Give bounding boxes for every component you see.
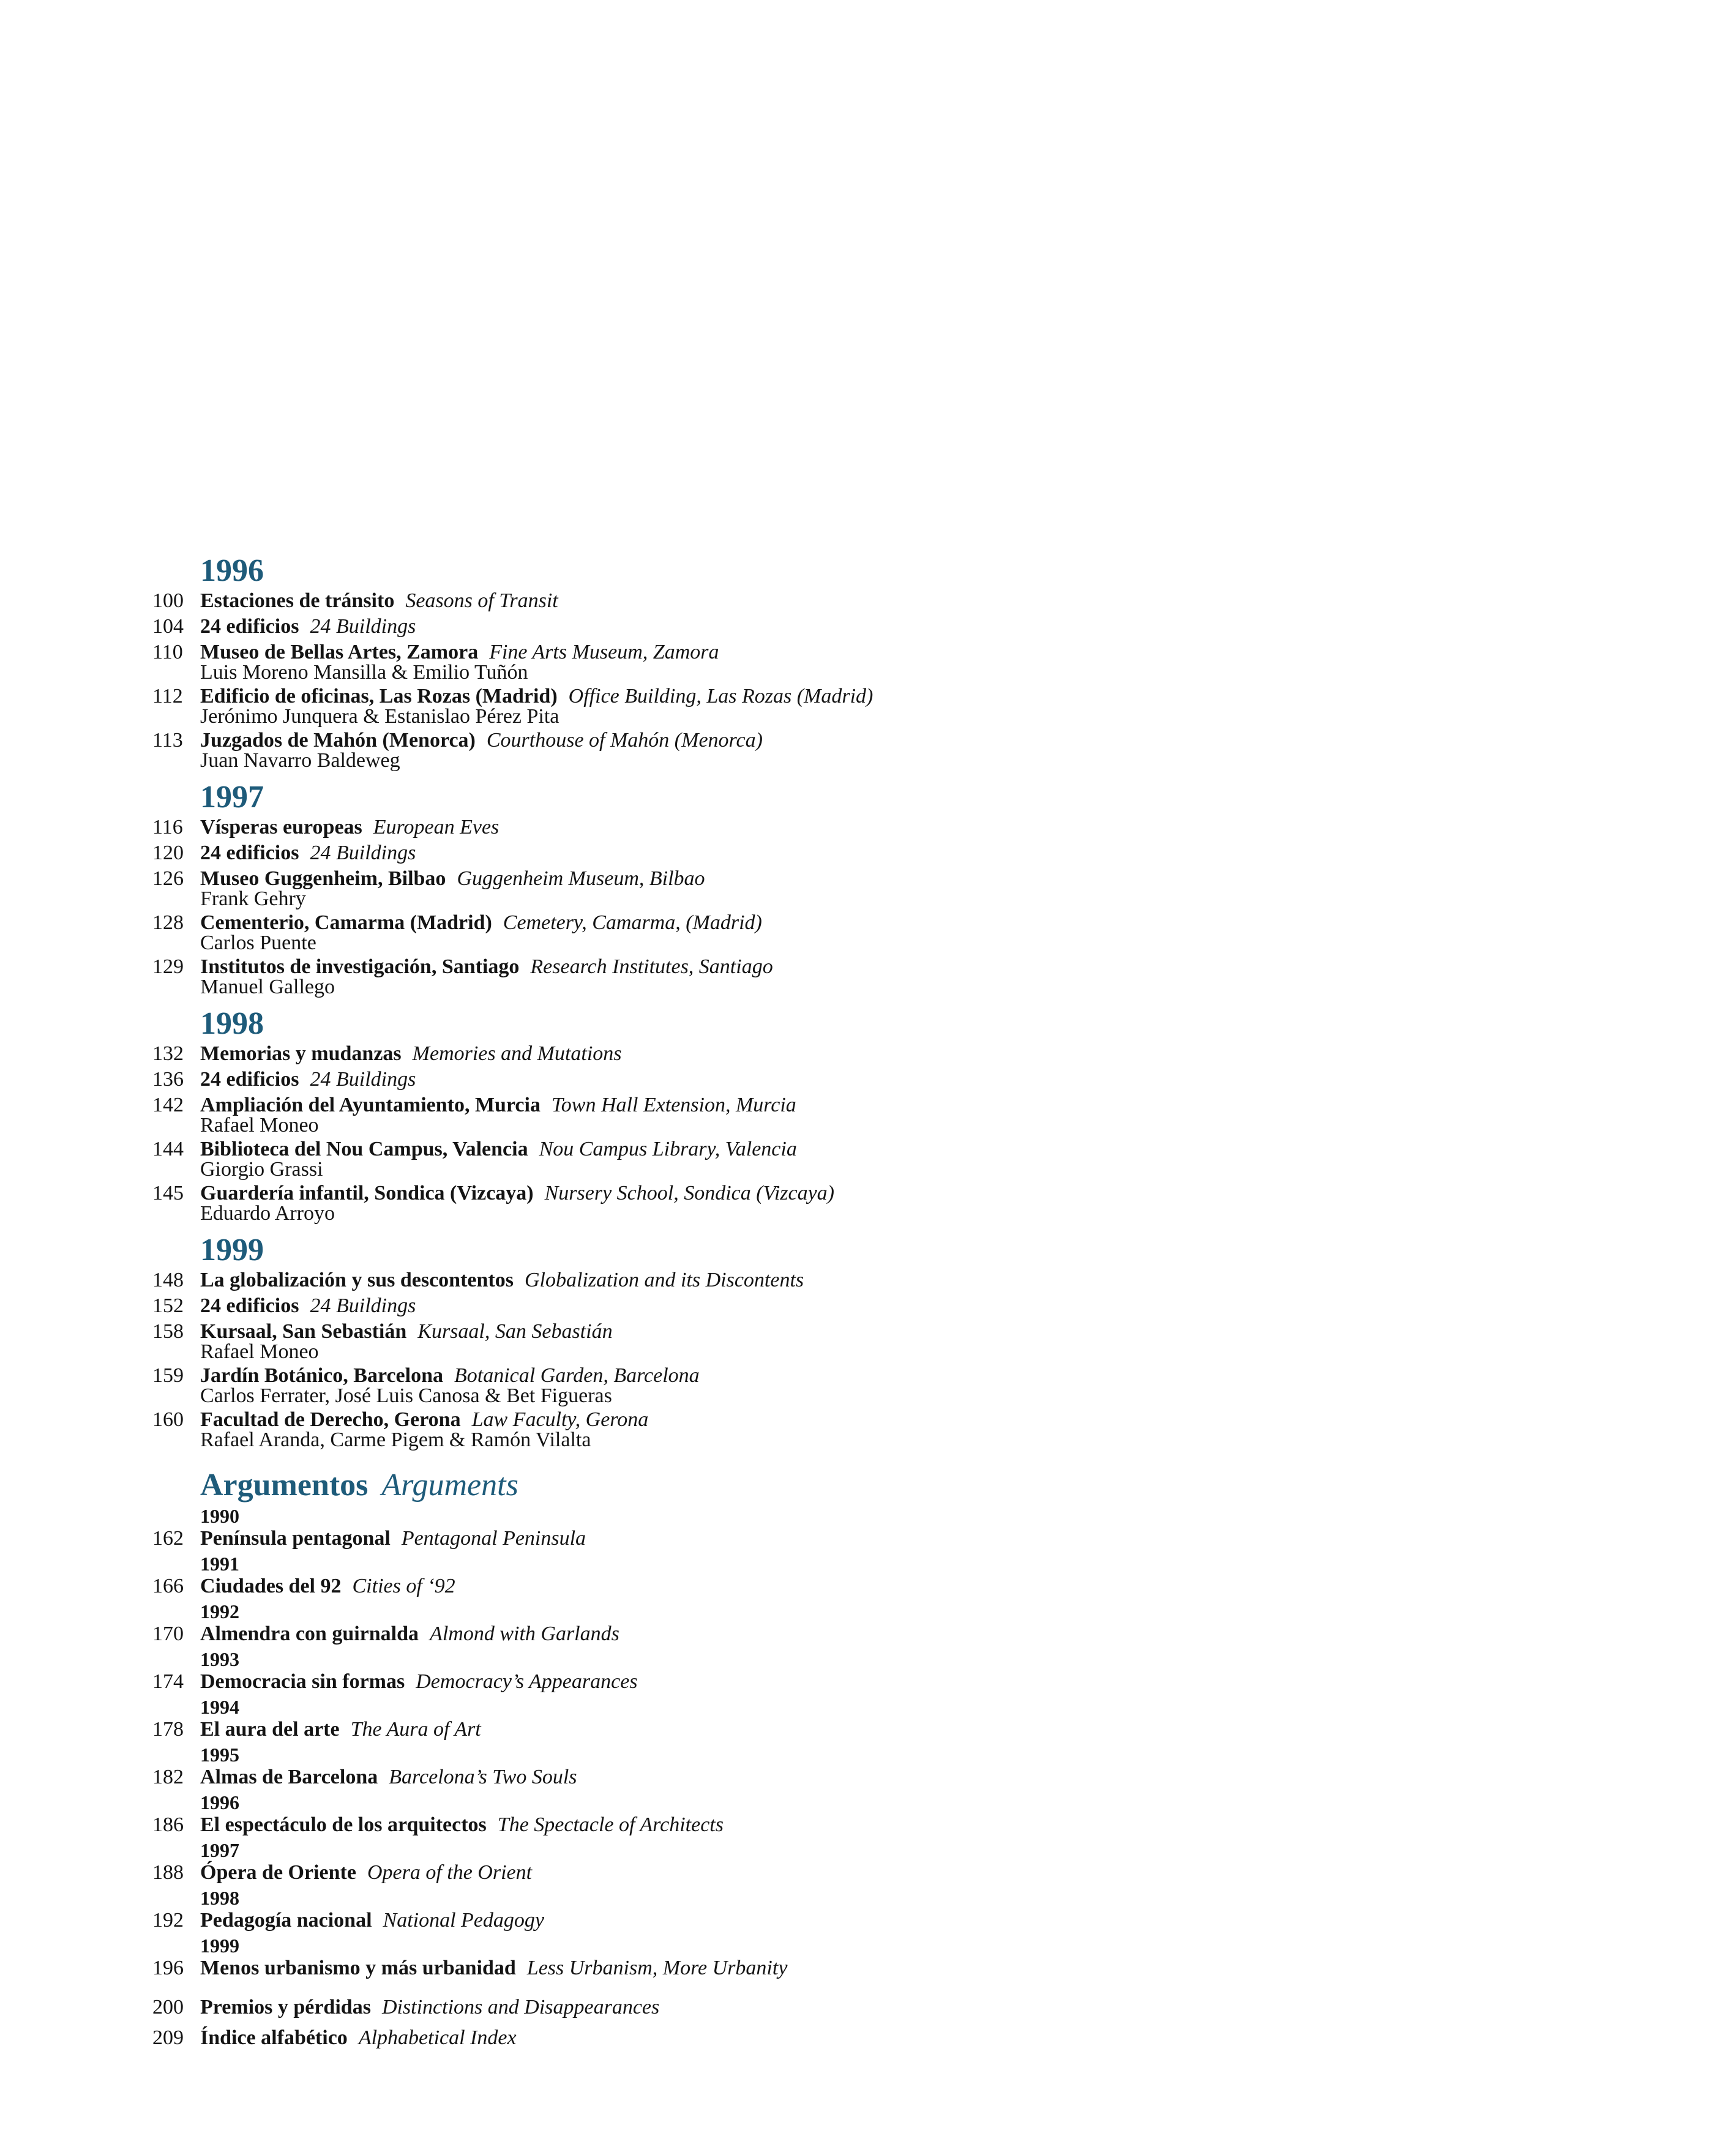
title-en: 24 Buildings bbox=[310, 842, 416, 864]
title-es: Biblioteca del Nou Campus, Valencia bbox=[200, 1138, 528, 1160]
toc-entry[interactable] bbox=[152, 1812, 1736, 1838]
argument-year: 1994 bbox=[200, 1696, 239, 1718]
author-line: Carlos Puente bbox=[200, 932, 316, 954]
toc-entry[interactable] bbox=[152, 1181, 1736, 1225]
page-number: 196 bbox=[152, 1957, 184, 1979]
author-line: Carlos Ferrater, José Luis Canosa & Bet Figueras bbox=[200, 1384, 612, 1407]
toc-entry[interactable] bbox=[152, 1764, 1736, 1790]
title-es: 24 edificios bbox=[200, 1068, 299, 1091]
toc-entry[interactable] bbox=[152, 728, 1736, 772]
toc-entry[interactable] bbox=[152, 910, 1736, 954]
toc-entry[interactable] bbox=[152, 1908, 1736, 1933]
toc-entry[interactable] bbox=[152, 614, 1736, 640]
toc-entry[interactable] bbox=[152, 1137, 1736, 1181]
title-es: Museo de Bellas Artes, Zamora bbox=[200, 641, 479, 663]
arguments-heading bbox=[200, 1467, 1736, 1504]
title-es: Índice alfabético bbox=[200, 2026, 348, 2049]
toc-entry[interactable] bbox=[152, 1407, 1736, 1451]
title-es: El espectáculo de los arquitectos bbox=[200, 1813, 487, 1836]
section-year-heading: 1997 bbox=[200, 780, 264, 815]
title-en: Memories and Mutations bbox=[412, 1042, 622, 1065]
page-number: 159 bbox=[152, 1364, 184, 1387]
title-es: Ópera de Oriente bbox=[200, 1861, 356, 1884]
title-es: Edificio de oficinas, Las Rozas (Madrid) bbox=[200, 685, 558, 708]
toc-entry[interactable] bbox=[152, 1041, 1736, 1067]
page-number: 188 bbox=[152, 1861, 184, 1884]
page-number: 166 bbox=[152, 1575, 184, 1597]
title-en: European Eves bbox=[373, 816, 499, 838]
title-en: Town Hall Extension, Murcia bbox=[551, 1094, 796, 1116]
title-es: 24 edificios bbox=[200, 842, 299, 864]
title-en: Pentagonal Peninsula bbox=[401, 1527, 586, 1550]
page-number: 144 bbox=[152, 1138, 184, 1160]
toc-entry[interactable] bbox=[152, 1955, 1736, 1981]
author-line: Rafael Aranda, Carme Pigem & Ramón Vilalta bbox=[200, 1428, 591, 1451]
page-number: 200 bbox=[152, 1996, 184, 2018]
title-en: Research Institutes, Santiago bbox=[530, 955, 773, 978]
toc-entry[interactable] bbox=[152, 1574, 1736, 1599]
page-number: 104 bbox=[152, 615, 184, 638]
title-es: Premios y pérdidas bbox=[200, 1996, 371, 2018]
title-en: Guggenheim Museum, Bilbao bbox=[457, 867, 705, 890]
title-es: Democracia sin formas bbox=[200, 1670, 405, 1693]
page-number: 152 bbox=[152, 1294, 184, 1317]
title-en: Seasons of Transit bbox=[405, 589, 558, 612]
page-number: 186 bbox=[152, 1813, 184, 1836]
page-number: 209 bbox=[152, 2026, 184, 2049]
title-es: Memorias y mudanzas bbox=[200, 1042, 402, 1065]
title-es: Jardín Botánico, Barcelona bbox=[200, 1364, 443, 1387]
table-of-contents bbox=[0, 554, 1736, 2051]
argument-year: 1999 bbox=[200, 1935, 239, 1957]
toc-entry[interactable] bbox=[152, 1717, 1736, 1742]
page-number: 112 bbox=[152, 685, 183, 708]
page-number: 158 bbox=[152, 1320, 184, 1343]
title-en: 24 Buildings bbox=[310, 1068, 416, 1091]
author-line: Giorgio Grassi bbox=[200, 1158, 323, 1181]
arguments-title-en: Arguments bbox=[381, 1468, 518, 1503]
author-line: Juan Navarro Baldeweg bbox=[200, 749, 400, 772]
page-number: 170 bbox=[152, 1622, 184, 1645]
title-en: The Aura of Art bbox=[350, 1718, 481, 1741]
argument-year: 1992 bbox=[200, 1600, 239, 1622]
section-year-heading: 1998 bbox=[200, 1006, 264, 1041]
page-number: 110 bbox=[152, 641, 183, 663]
title-en: 24 Buildings bbox=[310, 615, 416, 638]
toc-entry[interactable] bbox=[152, 1319, 1736, 1363]
title-es: Vísperas europeas bbox=[200, 816, 362, 838]
argument-year: 1998 bbox=[200, 1887, 239, 1909]
title-en: The Spectacle of Architects bbox=[497, 1813, 724, 1836]
argument-year: 1997 bbox=[200, 1839, 239, 1861]
title-es: Juzgados de Mahón (Menorca) bbox=[200, 729, 476, 752]
section-year-heading: 1996 bbox=[200, 553, 264, 588]
title-es: Estaciones de tránsito bbox=[200, 589, 395, 612]
author-line: Frank Gehry bbox=[200, 887, 306, 910]
title-es: Menos urbanismo y más urbanidad bbox=[200, 1957, 516, 1979]
title-es: Institutos de investigación, Santiago bbox=[200, 955, 520, 978]
page-number: 100 bbox=[152, 589, 184, 612]
page-number: 136 bbox=[152, 1068, 184, 1091]
title-es: Pedagogía nacional bbox=[200, 1909, 372, 1932]
title-es: 24 edificios bbox=[200, 1294, 299, 1317]
toc-entry[interactable] bbox=[152, 1293, 1736, 1319]
arguments-title-es: Argumentos bbox=[200, 1468, 369, 1503]
title-es: Cementerio, Camarma (Madrid) bbox=[200, 911, 492, 934]
page-number: 129 bbox=[152, 955, 184, 978]
page-number: 132 bbox=[152, 1042, 184, 1065]
toc-entry[interactable] bbox=[152, 815, 1736, 840]
title-es: La globalización y sus descontentos bbox=[200, 1269, 514, 1291]
title-es: El aura del arte bbox=[200, 1718, 340, 1741]
page-number: 142 bbox=[152, 1094, 184, 1116]
title-es: Almendra con guirnalda bbox=[200, 1622, 419, 1645]
title-es: Península pentagonal bbox=[200, 1527, 391, 1550]
toc-entry[interactable] bbox=[152, 866, 1736, 910]
toc-entry[interactable] bbox=[152, 840, 1736, 866]
title-es: Guardería infantil, Sondica (Vizcaya) bbox=[200, 1182, 534, 1204]
title-en: Almond with Garlands bbox=[430, 1622, 619, 1645]
page-number: 160 bbox=[152, 1408, 184, 1431]
page-number: 113 bbox=[152, 729, 183, 752]
page-number: 145 bbox=[152, 1182, 184, 1204]
page-number: 116 bbox=[152, 816, 183, 838]
title-en: Distinctions and Disappearances bbox=[381, 1996, 660, 2018]
toc-entry[interactable] bbox=[152, 1526, 1736, 1551]
section-year-heading: 1999 bbox=[200, 1233, 264, 1268]
title-es: Ciudades del 92 bbox=[200, 1575, 342, 1597]
title-en: Cemetery, Camarma, (Madrid) bbox=[503, 911, 762, 934]
page-number: 162 bbox=[152, 1527, 184, 1550]
page-number: 128 bbox=[152, 911, 184, 934]
page-number: 174 bbox=[152, 1670, 184, 1693]
toc-entry[interactable] bbox=[152, 1860, 1736, 1886]
title-en: Democracy’s Appearances bbox=[416, 1670, 638, 1693]
title-en: Cities of ‘92 bbox=[352, 1575, 455, 1597]
toc-entry[interactable] bbox=[152, 1621, 1736, 1647]
title-es: Kursaal, San Sebastián bbox=[200, 1320, 407, 1343]
argument-year: 1995 bbox=[200, 1744, 239, 1766]
toc-entry[interactable] bbox=[152, 954, 1736, 998]
author-line: Eduardo Arroyo bbox=[200, 1202, 335, 1225]
title-es: Almas de Barcelona bbox=[200, 1766, 378, 1788]
title-en: Law Faculty, Gerona bbox=[471, 1408, 649, 1431]
title-en: Less Urbanism, More Urbanity bbox=[526, 1957, 788, 1979]
argument-year: 1993 bbox=[200, 1648, 239, 1670]
title-es: Museo Guggenheim, Bilbao bbox=[200, 867, 446, 890]
toc-entry[interactable] bbox=[152, 1363, 1736, 1407]
title-en: 24 Buildings bbox=[310, 1294, 416, 1317]
toc-entry[interactable] bbox=[152, 2025, 1736, 2051]
page-number: 182 bbox=[152, 1766, 184, 1788]
page-number: 178 bbox=[152, 1718, 184, 1741]
title-en: Fine Arts Museum, Zamora bbox=[489, 641, 719, 663]
title-es: Facultad de Derecho, Gerona bbox=[200, 1408, 461, 1431]
author-line: Rafael Moneo bbox=[200, 1114, 319, 1137]
toc-entry[interactable] bbox=[152, 640, 1736, 684]
toc-entry[interactable] bbox=[152, 1669, 1736, 1695]
title-en: Globalization and its Discontents bbox=[524, 1269, 804, 1291]
page-number: 120 bbox=[152, 842, 184, 864]
page-number: 192 bbox=[152, 1909, 184, 1932]
title-es: 24 edificios bbox=[200, 615, 299, 638]
title-en: Courthouse of Mahón (Menorca) bbox=[486, 729, 763, 752]
author-line: Luis Moreno Mansilla & Emilio Tuñón bbox=[200, 661, 528, 684]
argument-year: 1990 bbox=[200, 1505, 239, 1527]
title-en: Opera of the Orient bbox=[367, 1861, 533, 1884]
argument-year: 1996 bbox=[200, 1791, 239, 1813]
argument-year: 1991 bbox=[200, 1553, 239, 1575]
title-en: Botanical Garden, Barcelona bbox=[454, 1364, 700, 1387]
author-line: Manuel Gallego bbox=[200, 976, 335, 998]
title-en: Nursery School, Sondica (Vizcaya) bbox=[544, 1182, 835, 1204]
title-en: Barcelona’s Two Souls bbox=[389, 1766, 577, 1788]
title-en: National Pedagogy bbox=[383, 1909, 544, 1932]
toc-entry[interactable] bbox=[152, 1092, 1736, 1137]
title-es: Ampliación del Ayuntamiento, Murcia bbox=[200, 1094, 541, 1116]
title-en: Kursaal, San Sebastián bbox=[417, 1320, 613, 1343]
author-line: Rafael Moneo bbox=[200, 1340, 319, 1363]
title-en: Alphabetical Index bbox=[358, 2026, 517, 2049]
title-en: Office Building, Las Rozas (Madrid) bbox=[568, 685, 874, 708]
toc-entry[interactable] bbox=[152, 588, 1736, 614]
toc-entry[interactable] bbox=[152, 1268, 1736, 1293]
toc-entry[interactable] bbox=[152, 1995, 1736, 2020]
page-number: 126 bbox=[152, 867, 184, 890]
page-number: 148 bbox=[152, 1269, 184, 1291]
author-line: Jerónimo Junquera & Estanislao Pérez Pita bbox=[200, 705, 559, 728]
toc-entry[interactable] bbox=[152, 684, 1736, 728]
toc-entry[interactable] bbox=[152, 1067, 1736, 1092]
title-en: Nou Campus Library, Valencia bbox=[539, 1138, 797, 1160]
